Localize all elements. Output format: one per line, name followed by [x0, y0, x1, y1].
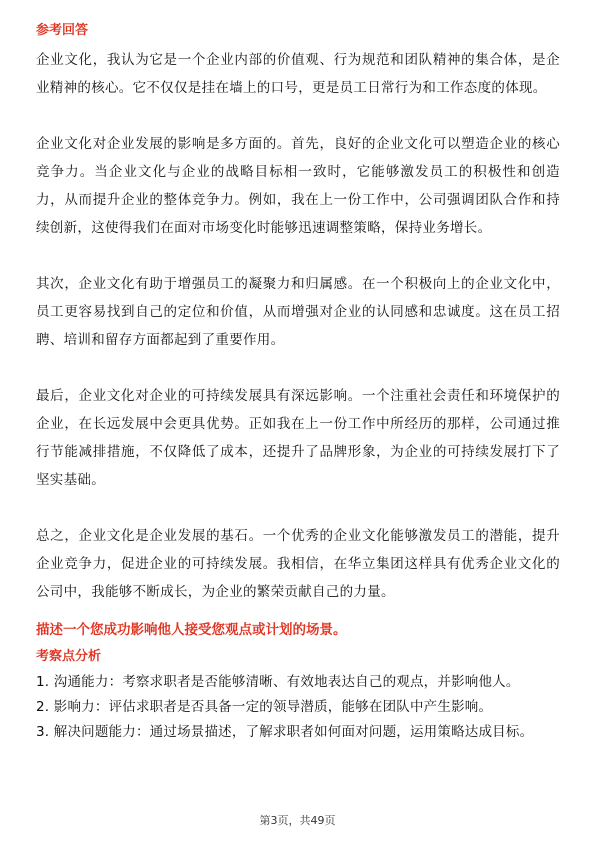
analysis-point-2: 2. 影响力：评估求职者是否具备一定的领导潜质，能够在团队中产生影响。 — [36, 699, 493, 715]
answer-paragraph-1: 企业文化，我认为它是一个企业内部的价值观、行为规范和团队精神的集合体，是企业精神的核心。它不仅仅是挂在墙上的口号，更是员工日常行为和工作态度的体现。 — [36, 52, 560, 96]
answer-paragraph-2: 企业文化对企业发展的影响是多方面的。首先，良好的企业文化可以塑造企业的核心竞争力。当企业文化与企业的战略目标相一致时，它能够激发员工的积极性和创造力，从而提升企业的整体竞争力。例如，我在上一份工作中，公司强调团队合作和持续创新，这使得我们在面对市场变化时能够迅速调整策略，保持业务增长。 — [36, 136, 560, 236]
page-number: 第3页，共49页 — [259, 814, 336, 827]
analysis-point-1: 1. 沟通能力：考察求职者是否能够清晰、有效地表达自己的观点，并影响他人。 — [36, 674, 520, 690]
document-page — [36, 22, 560, 745]
answer-paragraph-5: 总之，企业文化是企业发展的基石。一个优秀的企业文化能够激发员工的潜能，提升企业竞争力，促进企业的可持续发展。我相信，在华立集团这样具有优秀企业文化的公司中，我能够不断成长，为企业的繁荣贡献自己的力量。 — [36, 528, 560, 600]
analysis-label: 考察点分析 — [36, 649, 102, 664]
answer-paragraph-4: 最后，企业文化对企业的可持续发展具有深远影响。一个注重社会责任和环境保护的企业，在长远发展中会更具优势。正如我在上一份工作中所经历的那样，公司通过推行节能减排措施，不仅降低了成本，还提升了品牌形象，为企业的可持续发展打下了坚实基础。 — [36, 388, 560, 488]
analysis-point-3: 3. 解决问题能力：通过场景描述，了解求职者如何面对问题，运用策略达成目标。 — [36, 724, 534, 740]
answer-paragraph-3: 其次，企业文化有助于增强员工的凝聚力和归属感。在一个积极向上的企业文化中，员工更容易找到自己的定位和价值，从而增强对企业的认同感和忠诚度。这在员工招聘、培训和留存方面都起到了重要作用。 — [36, 276, 560, 348]
question-heading: 描述一个您成功影响他人接受您观点或计划的场景。 — [36, 622, 347, 638]
answer-label: 参考回答 — [36, 23, 89, 38]
